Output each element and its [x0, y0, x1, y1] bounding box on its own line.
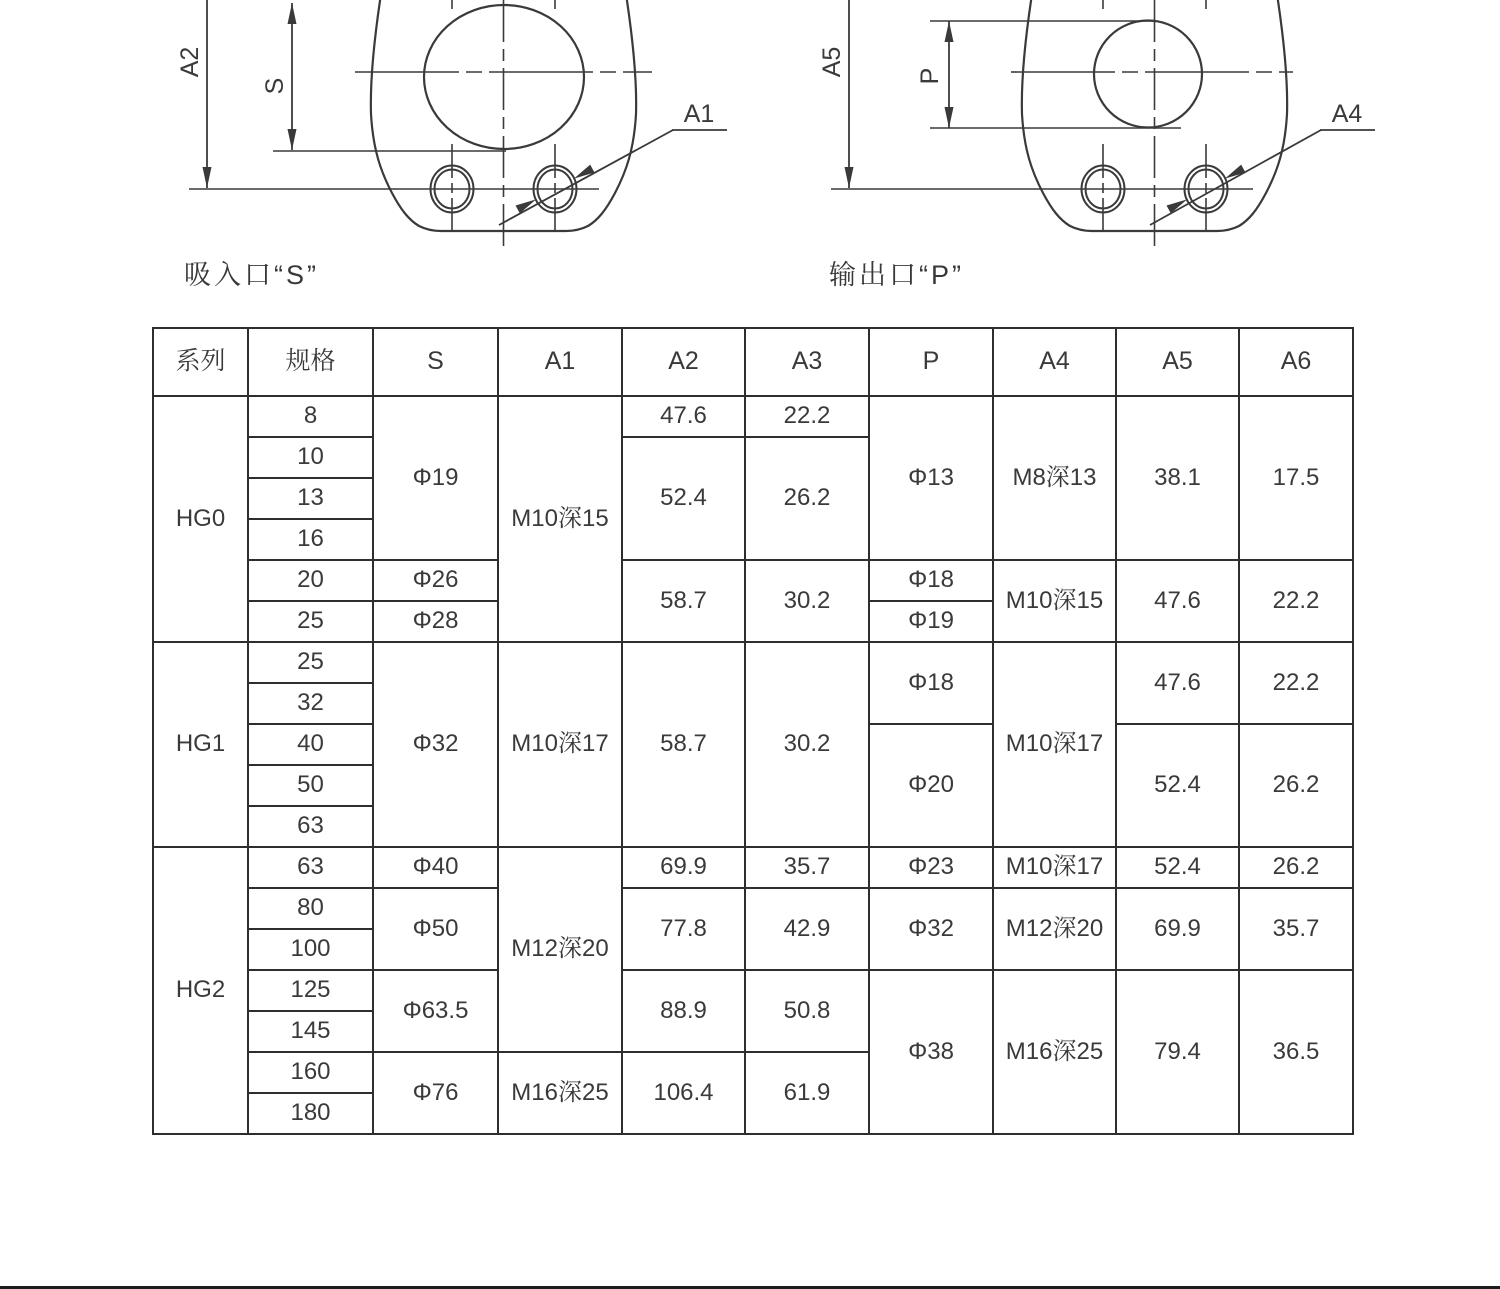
cell-P: Φ32 [869, 888, 993, 970]
table-row [153, 847, 1353, 888]
cell-series: HG2 [153, 847, 248, 1134]
cell-series: HG0 [153, 396, 248, 642]
cell-A4: M10深15 [993, 560, 1116, 642]
table-row [153, 560, 1353, 601]
table-body [153, 396, 1353, 1134]
cell-A4: M10深17 [993, 847, 1116, 888]
cell-spec: 32 [248, 683, 373, 724]
cell-spec: 8 [248, 396, 373, 437]
cell-A3: 30.2 [745, 560, 869, 642]
cell-A6: 36.5 [1239, 970, 1353, 1134]
cell-A1: M10深15 [498, 396, 622, 642]
cell-A2: 47.6 [622, 396, 745, 437]
cell-spec: 10 [248, 437, 373, 478]
table-header [153, 328, 1353, 396]
cell-A6: 22.2 [1239, 560, 1353, 642]
cell-A2: 52.4 [622, 437, 745, 560]
s-dim-label: S [261, 77, 289, 95]
cell-S: Φ28 [373, 601, 498, 642]
cell-A3: 50.8 [745, 970, 869, 1052]
cell-A3: 30.2 [745, 642, 869, 847]
output-port-drawing [818, 0, 1375, 250]
cell-A3: 22.2 [745, 396, 869, 437]
spec-table [152, 327, 1354, 1135]
cell-A5: 47.6 [1116, 560, 1239, 642]
cell-A1: M12深20 [498, 847, 622, 1052]
cell-S: Φ26 [373, 560, 498, 601]
cell-A3: 35.7 [745, 847, 869, 888]
p-dim-label: P [916, 67, 944, 85]
cell-P: Φ13 [869, 396, 993, 560]
column-header-P: P [869, 328, 993, 396]
cell-A2: 58.7 [622, 642, 745, 847]
cell-A6: 17.5 [1239, 396, 1353, 560]
cell-S: Φ50 [373, 888, 498, 970]
column-header-A3: A3 [745, 328, 869, 396]
header-row [153, 328, 1353, 396]
cell-S: Φ40 [373, 847, 498, 888]
cell-P: Φ23 [869, 847, 993, 888]
cell-A6: 26.2 [1239, 724, 1353, 847]
column-header-A2: A2 [622, 328, 745, 396]
cell-P: Φ18 [869, 560, 993, 601]
cell-A3: 61.9 [745, 1052, 869, 1134]
a1-leader-line [499, 130, 673, 225]
cell-A3: 42.9 [745, 888, 869, 970]
cell-spec: 100 [248, 929, 373, 970]
cell-A2: 88.9 [622, 970, 745, 1052]
cell-spec: 20 [248, 560, 373, 601]
cell-A4: M16深25 [993, 970, 1116, 1134]
cell-S: Φ19 [373, 396, 498, 560]
cell-A5: 79.4 [1116, 970, 1239, 1134]
cell-A5: 47.6 [1116, 642, 1239, 724]
column-header-A4: A4 [993, 328, 1116, 396]
cell-P: Φ18 [869, 642, 993, 724]
cell-series: HG1 [153, 642, 248, 847]
cell-A4: M12深20 [993, 888, 1116, 970]
a2-dim-label: A2 [176, 46, 204, 78]
cell-spec: 145 [248, 1011, 373, 1052]
cell-A2: 77.8 [622, 888, 745, 970]
cell-P: Φ38 [869, 970, 993, 1134]
a1-hole-label: A1 [683, 100, 715, 128]
cell-P: Φ19 [869, 601, 993, 642]
cell-P: Φ20 [869, 724, 993, 847]
a5-dim-label: A5 [818, 46, 846, 78]
cell-A2: 69.9 [622, 847, 745, 888]
cell-A4: M10深17 [993, 642, 1116, 847]
table-row [153, 642, 1353, 683]
output-bore [1094, 21, 1202, 128]
cell-A2: 106.4 [622, 1052, 745, 1134]
column-header-S: S [373, 328, 498, 396]
cell-A3: 26.2 [745, 437, 869, 560]
cell-A6: 26.2 [1239, 847, 1353, 888]
cell-A1: M16深25 [498, 1052, 622, 1134]
cell-spec: 16 [248, 519, 373, 560]
suction-port-caption: 吸入口“S” [184, 260, 319, 290]
cell-spec: 50 [248, 765, 373, 806]
column-header-A6: A6 [1239, 328, 1353, 396]
suction-port-drawing [176, 0, 727, 250]
cell-S: Φ32 [373, 642, 498, 847]
table-row [153, 970, 1353, 1011]
cell-A2: 58.7 [622, 560, 745, 642]
a4-hole-label: A4 [1331, 100, 1363, 128]
column-header-规格: 规格 [248, 328, 373, 396]
column-header-A5: A5 [1116, 328, 1239, 396]
cell-spec: 63 [248, 847, 373, 888]
cell-spec: 125 [248, 970, 373, 1011]
table-row [153, 396, 1353, 437]
cell-spec: 25 [248, 642, 373, 683]
cell-A5: 52.4 [1116, 847, 1239, 888]
cell-A5: 52.4 [1116, 724, 1239, 847]
cell-spec: 80 [248, 888, 373, 929]
cell-spec: 180 [248, 1093, 373, 1134]
a4-leader-line [1150, 130, 1321, 225]
cell-S: Φ76 [373, 1052, 498, 1134]
cell-spec: 63 [248, 806, 373, 847]
cell-A6: 22.2 [1239, 642, 1353, 724]
cell-A4: M8深13 [993, 396, 1116, 560]
cell-spec: 160 [248, 1052, 373, 1093]
cell-spec: 13 [248, 478, 373, 519]
cell-spec: 40 [248, 724, 373, 765]
cell-S: Φ63.5 [373, 970, 498, 1052]
cell-A5: 69.9 [1116, 888, 1239, 970]
output-port-caption: 输出口“P” [829, 260, 964, 290]
cell-A6: 35.7 [1239, 888, 1353, 970]
table-row [153, 888, 1353, 929]
column-header-A1: A1 [498, 328, 622, 396]
column-header-系列: 系列 [153, 328, 248, 396]
cell-A5: 38.1 [1116, 396, 1239, 560]
cell-spec: 25 [248, 601, 373, 642]
cell-A1: M10深17 [498, 642, 622, 847]
